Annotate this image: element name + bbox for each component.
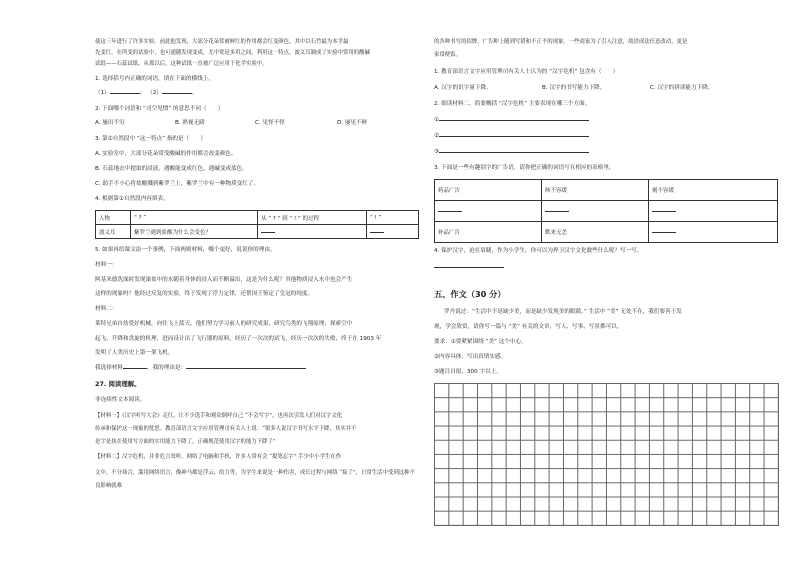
essay-requirement: ②内容具体，写出真情实感。 <box>434 354 507 360</box>
right-question-1: 1. 教育部语言文字应用管理司有关人士认为的 “汉字危机” 包含有（ ） <box>434 69 619 75</box>
material-1-line: 这样的现象吗？他经过反复的实验，终于发现了浮力定律，还帮国王鉴定了皇冠的纯度。 <box>95 291 314 297</box>
question-1-blanks: （1） ； （2） 。 <box>95 90 198 96</box>
answer-blank-1[interactable] <box>110 93 140 94</box>
ad-table-cell: 刻不容缓 <box>649 180 778 201</box>
question-3: 3. 第②自然段中 “这一特点” 指的是（ ） <box>95 136 206 142</box>
right-question-3: 3. 下面是一些有趣别字的广告语，请你把正确的词语写在相应的表格里。 <box>434 165 615 171</box>
mark-2: ② <box>434 133 440 139</box>
question-1: 1. 选择括号内正确的词语，填在下面的横线上。 <box>95 76 214 82</box>
q27-subtitle: 非连续性文本阅读。 <box>95 397 146 403</box>
material-a-line: 是字是执在使用写方面的实用能力下降了，正确规范使用汉字的能力下降了” <box>95 439 276 445</box>
table-cell: 波义耳 <box>96 225 131 239</box>
ad-table-cell: 补品广告 <box>435 222 542 243</box>
fill-table <box>95 210 419 239</box>
q4-answer-line[interactable] <box>434 264 504 271</box>
reason-label: ，我的理由是： <box>146 365 187 371</box>
question-4: 4. 根据第①自然段内容填表。 <box>95 196 169 202</box>
table-cell: 紫罗兰遇到盐酸为什么会变色？ <box>131 225 258 239</box>
mark-1: ① <box>434 117 440 123</box>
material-2-line: 起飞、升降和盘旋的机理，进而设计出了飞行器的原料，经历了一次次的试飞，经历一次次的失败，终于在 1903 年 <box>95 336 382 342</box>
continued-line: 的各种书写的招牌、广告种上随到写错和不正不的现象。一些商家为了引人注意，故语成法任意改动，更是 <box>434 39 688 45</box>
q2-option-b[interactable]: B. 熟视无睹 <box>175 120 205 126</box>
material-2-title: 材料二： <box>95 306 118 312</box>
right-question-2: 2. 细读材料二，简要概括 “汉字危机” 主要表现在哪三个方面。 <box>434 101 591 107</box>
continued-line: 家常便饭。 <box>434 52 461 58</box>
section-5-title: 五、作文（30 分） <box>434 289 506 299</box>
reason-blank[interactable] <box>186 368 306 369</box>
q3-option-c[interactable]: C. 助手不小心将盐酸溅到紫罗兰上，紫罗兰中有一种物质变红了。 <box>95 181 260 187</box>
blank-2-label: （2） <box>147 90 162 96</box>
q3-option-b[interactable]: B. 石蕊地衣中提取的浸液，遇酸能变成红色，遇碱变成蓝色。 <box>95 166 248 172</box>
question-27: 27. 阅读理解。 <box>95 380 141 388</box>
answer-line-1[interactable] <box>434 117 589 124</box>
answer-line-3[interactable] <box>434 149 589 156</box>
q2-option-d[interactable]: D. 屡见不鲜 <box>337 120 368 126</box>
material-b-line: 【材料二】汉字危机，并非危言耸听。网络了电脑和手机，许多人常有会 “提笔忘字” 手少中小学生在作 <box>95 454 342 460</box>
q2-option-c[interactable]: C. 见怪不怪 <box>255 120 285 126</box>
question-2: 2. 下面哪个词语和 “司空见惯” 的意思不同（ ） <box>95 106 224 112</box>
material-1-line: 阿基米德洗澡时发现澡盆中的水随着身体的浸入而不断溢出，这是为什么呢？其他物质浸入水中也会产生 <box>95 277 353 283</box>
essay-prompt-line: 罗丹说过：“生活中不是缺少美，而是缺少发现美的眼睛。” 生活中 “美” 无处不在，我们要善于发 <box>444 309 682 315</box>
material-2-line: 莱特兄弟自幼爱好机械，向往飞上蓝天，他们努力学习前人的研究成果，研究鸟类的飞翔原理，探索空中 <box>95 321 353 327</box>
essay-requirement: 要求：①要紧紧围绕 “美” 这个中心。 <box>434 339 527 345</box>
table-header-cell: 人物 <box>96 211 131 225</box>
ad-table <box>434 179 778 243</box>
answer-line-2[interactable] <box>434 133 589 140</box>
choose-label: 我选择材料 <box>95 365 123 371</box>
ad-table-answer[interactable] <box>435 201 542 222</box>
table-answer-cell[interactable] <box>367 225 419 239</box>
material-1-title: 材料一： <box>95 262 118 268</box>
ad-table-cell: 咳不容缓 <box>542 180 649 201</box>
essay-prompt-line: 现，学会欣赏，请你写一篇与 “美” 有关的文章，写人、写事、写景都可以。 <box>434 324 623 330</box>
r-q1-option-b[interactable]: B. 汉字的书写能力下降。 <box>542 85 606 91</box>
ad-table-cell: 药品广告 <box>435 180 542 201</box>
material-a-line: 传承和保护这一现象的忧思。教育部语言文字应用管理司有关人士说：“很多人说汉字书写水平下降，其实并不 <box>95 426 357 432</box>
material-b-line: 文中，不分场合，滥用网络语言，像神马都是浮云、给力等，为学生来说是一种伤害，成长过程与网络 “接了”，日常生活中受到这种不良影响就难 <box>95 470 415 489</box>
answer-blank-2[interactable] <box>162 93 192 94</box>
q2-option-a[interactable]: A. 屡出不穷 <box>95 120 125 126</box>
q3-option-a[interactable]: A. 实验室中，大部分花朵常受酸碱的作用都会改变颜色。 <box>95 151 237 157</box>
r-q1-option-c[interactable]: C. 汉字的拼读能力下降。 <box>650 85 714 91</box>
intro-line: 使这三年进行了许多实验。前此他发现，大部分花朵常被鲜红的作用都会红变颜色，其中以石竹最为本学最 <box>95 39 349 45</box>
question-5: 5. 如果再给课文添一个事例，下面两则材料，哪个更好，说说你的理由。 <box>95 247 276 253</box>
mark-3: ③ <box>434 149 440 155</box>
table-header-cell: “ ! ” <box>367 211 419 225</box>
ad-table-answer[interactable] <box>649 222 778 243</box>
essay-writing-grid[interactable] <box>434 383 779 526</box>
material-a-line: 【材料一】《汉字听写大会》走红，让不少选手和观众倒呼自己 “不会写字”，也再次引发人们对汉字文化 <box>95 413 343 419</box>
ad-table-cell: 默来无恙 <box>542 222 649 243</box>
ad-table-answer[interactable] <box>542 201 649 222</box>
material-2-line: 发明了人类历史上第一架飞机。 <box>95 350 174 356</box>
choose-line <box>95 365 306 372</box>
table-header-cell: 从 “ ? ” 到 “ ! ” 的过程 <box>258 211 367 225</box>
table-header-cell: “ ? ” <box>131 211 258 225</box>
r-q1-option-a[interactable]: A. 汉字的识字量下降。 <box>434 85 492 91</box>
choose-blank[interactable] <box>123 368 147 369</box>
essay-requirement: ③题目自拟，300 字以上。 <box>434 369 502 375</box>
right-question-4: 4. 保护汉字，迫在眉睫，作为小学生，你可以为捍卫汉字文化做些什么呢？写一写。 <box>434 248 643 254</box>
intro-line: 试纸——石蕊试纸。从那以后，这种试纸一直被广泛应用于化学实验中。 <box>95 61 268 67</box>
intro-line: 先变红，在所变的试验中，也可通随发现变成，尤中宽是多用之间，利用这一特点，波义耳制成了实验中常用的酸碱 <box>95 50 370 56</box>
table-answer-cell[interactable] <box>258 225 367 239</box>
ad-table-answer[interactable] <box>649 201 778 222</box>
blank-1-label: （1） <box>95 90 110 96</box>
